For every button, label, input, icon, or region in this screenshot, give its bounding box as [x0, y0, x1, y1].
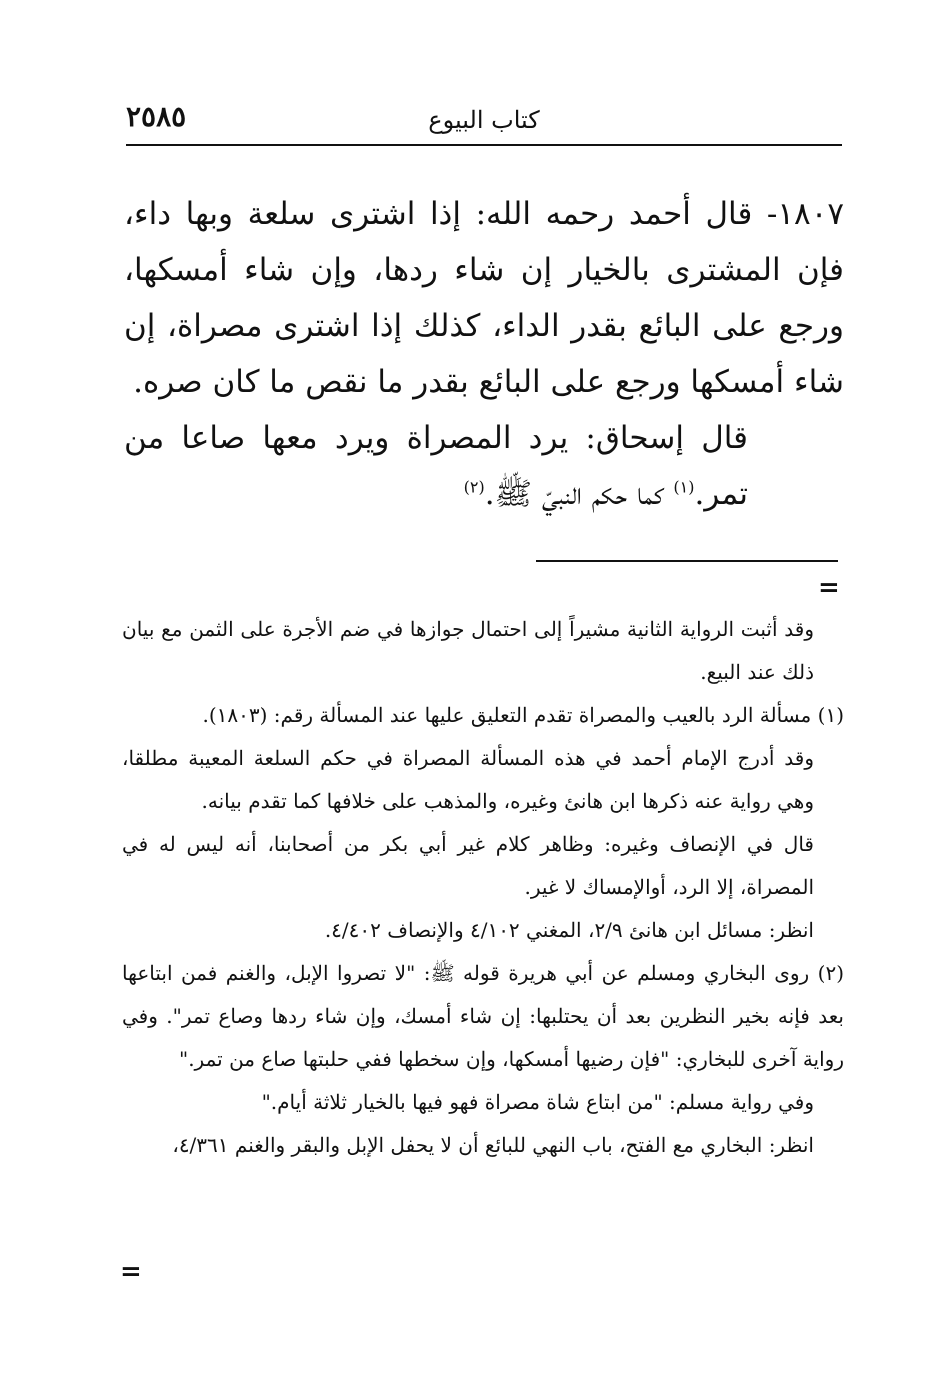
footnote-1-para-3: قال في الإنصاف وغيره: وظاهر كلام غير أبي بكر من أصحابنا، أنه ليس له في المصراة، إلا الرد، أوالإمساك لا غير.	[122, 832, 814, 899]
running-title: كتاب البيوع	[428, 106, 540, 134]
footnotes	[122, 608, 844, 1167]
footnote-1: (١) مسألة الرد بالعيب والمصراة تقدم التعليق عليها عند المسألة رقم: (١٨٠٣).	[202, 703, 844, 727]
footnote-carryover: وقد أثبت الرواية الثانية مشيراً إلى احتمال جوازها في ضم الأجرة على الثمن مع بيان ذلك عند البيع.	[122, 617, 814, 684]
footnote-1-para-4: انظر: مسائل ابن هانئ ٢/٩، المغني ٤/١٠٢ والإنصاف ٤/٤٠٢.	[324, 918, 814, 942]
entry-text: قال أحمد رحمه الله: إذا اشترى سلعة وبها داء، فإن المشترى بالخيار إن شاء ردها، وإن شاء أمسكها، ورجع على البائع بقدر الداء، كذلك إذا اشترى مصراة، إن شاء أمسكها ورجع على البائع بقدر ما نقص ما كان صره.	[124, 196, 844, 400]
ishaq-text-b: كما حكم النبيّ ﷺ.	[484, 476, 664, 512]
footnote-1-para-2: وقد أدرج الإمام أحمد في هذه المسألة المصراة في حكم السلعة المعيبة مطلقا، وهي رواية عنه ذكرها ابن هانئ وغيره، والمذهب على خلافها كما تقدم بيانه.	[122, 746, 814, 813]
page-number: ٢٥٨٥	[126, 100, 187, 133]
page-header	[126, 96, 842, 146]
footnote-ref-2: (٢)	[463, 477, 485, 497]
footnote-2-para-2: وفي رواية مسلم: "من ابتاع شاة مصراة فهو فيها بالخيار ثلاثة أيام."	[261, 1090, 814, 1114]
footnote-ref-1: (١)	[673, 477, 695, 497]
footnote-separator	[536, 560, 838, 562]
entry-1807	[124, 186, 844, 410]
footnote-2-para-3: انظر: البخاري مع الفتح، باب النهي للبائع أن لا يحفل الإبل والبقر والغنم ٤/٣٦١،	[172, 1133, 814, 1157]
main-text	[124, 186, 844, 522]
continuation-mark-bottom: =	[120, 1257, 142, 1287]
continuation-mark-top: =	[818, 573, 840, 603]
entry-number: ١٨٠٧-	[766, 196, 844, 232]
ishaq-paragraph	[124, 410, 844, 522]
footnote-2: (٢) روى البخاري ومسلم عن أبي هريرة قوله ﷺ: "لا تصروا الإبل، والغنم فمن ابتاعها بعد فإنه بخير النظرين بعد أن يحتلبها: إن شاء أمسك، وإن شاء ردها وصاع تمر". وفي رواية آخرى للبخاري: "فإن رضيها أمسكها، وإن سخطها ففي حلبتها صاع من تمر."	[122, 961, 844, 1071]
ishaq-text-a: قال إسحاق: يرد المصراة ويرد معها صاعا من تمر.	[124, 420, 748, 512]
